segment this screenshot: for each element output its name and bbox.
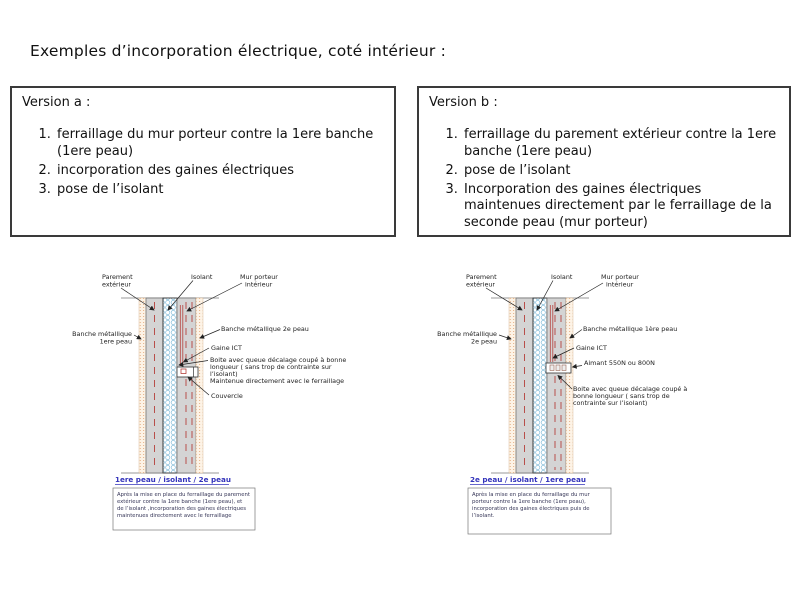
- label-banche-1ere-peau: 1ere peau: [99, 337, 132, 346]
- footer-title: 2e peau / isolant / 1ere peau: [470, 475, 586, 484]
- footer-caption-line: de l’isolant ,incorporation des gaines électriques: [117, 506, 247, 512]
- footer-caption-line: porteur contre la 1ere banche (1ere peau),: [472, 499, 586, 505]
- mur-porteur-layer: [177, 298, 196, 473]
- version-b-heading: Version b :: [429, 95, 498, 110]
- banche-1ere-peau-layer: [566, 298, 573, 473]
- version-a-list: [22, 127, 384, 199]
- label-boite: bonne longueur ( sans trop de: [573, 392, 670, 400]
- label-parement-exterieur: Parement: [466, 273, 497, 281]
- footer-title: 1ere peau / isolant / 2e peau: [115, 475, 231, 484]
- label-boite: contrainte sur l’isolant): [573, 399, 648, 407]
- label-parement-exterieur: extérieur: [466, 280, 496, 289]
- diagram-version-a: [55, 255, 385, 545]
- label-banche-1ere-peau: Banche métallique 1ère peau: [583, 325, 678, 333]
- electrical-box: [177, 367, 198, 377]
- footer-caption-line: l’isolant.: [472, 513, 495, 519]
- wall-section: [139, 298, 203, 473]
- list-item: [462, 127, 779, 161]
- list-item: [462, 163, 779, 180]
- version-a-heading: Version a :: [22, 95, 91, 110]
- magnet-mark: [556, 365, 560, 371]
- version-b-list: [429, 127, 779, 232]
- label-isolant: Isolant: [191, 273, 213, 281]
- magnet-mark: [562, 365, 566, 371]
- label-mur-porteur: intérieur: [245, 280, 273, 289]
- label-couvercle: Couvercle: [211, 392, 243, 400]
- diagram-version-b: [425, 255, 755, 545]
- version-a-panel: [10, 86, 396, 237]
- banche-2e-peau-layer: [509, 298, 516, 473]
- list-item: [55, 127, 384, 161]
- list-item-text: pose de l’isolant: [57, 181, 164, 197]
- label-mur-porteur: Mur porteur: [601, 273, 639, 281]
- label-parement-exterieur: Parement: [102, 273, 133, 281]
- isolant-layer: [163, 298, 177, 473]
- magnet-mark: [550, 365, 554, 371]
- list-item: [55, 163, 384, 180]
- label-banche-2e-peau: 2e peau: [471, 337, 497, 346]
- isolant-layer: [533, 298, 547, 473]
- label-gaine-ict: Gaine ICT: [576, 344, 607, 352]
- list-item-text: ferraillage du mur porteur contre la 1ere banche (1ere peau): [57, 126, 374, 159]
- list-item: [462, 182, 779, 233]
- list-item-text: incorporation des gaines électriques: [57, 162, 295, 178]
- page-title: Exemples d’incorporation électrique, coté intérieur :: [30, 42, 447, 60]
- footer-caption-line: incorporation des gaines électriques puis de: [472, 506, 590, 512]
- mur-porteur-layer: [547, 298, 566, 473]
- label-banche-2e-peau: Banche métallique: [437, 330, 497, 338]
- list-item-text: ferraillage du parement extérieur contre la 1ere banche (1ere peau): [464, 126, 777, 159]
- label-mur-porteur: Mur porteur: [240, 273, 278, 281]
- version-b-panel: [417, 86, 791, 237]
- label-banche-1ere-peau: Banche métallique: [72, 330, 132, 338]
- footer-caption-line: Après la mise en place du ferraillage du mur: [472, 492, 590, 498]
- label-parement-exterieur: extérieur: [102, 280, 132, 289]
- wall-section: [509, 298, 573, 473]
- label-isolant: Isolant: [551, 273, 573, 281]
- label-banche-2e-peau: Banche métallique 2e peau: [221, 325, 309, 333]
- label-boite: Boite avec queue décalage coupé à bonne: [210, 356, 347, 364]
- label-mur-porteur: intérieur: [606, 280, 634, 289]
- footer-caption-line: maintenues directement avec le ferraillage: [117, 513, 232, 519]
- banche-2e-peau-layer: [196, 298, 203, 473]
- label-boite: longueur ( sans trop de contrainte sur: [210, 363, 332, 371]
- list-item-text: pose de l’isolant: [464, 162, 571, 178]
- list-item: [55, 182, 384, 199]
- footer-caption-line: extérieur contre la 1ere banche (1ere peau), et: [117, 499, 243, 505]
- footer-caption-line: Après la mise en place du ferraillage du parement: [117, 492, 250, 498]
- label-boite: Boite avec queue décalage coupé à: [573, 385, 688, 393]
- label-boite: Maintenue directement avec le ferraillage: [210, 377, 345, 385]
- label-aimant: Aimant 550N ou 800N: [584, 359, 655, 367]
- banche-1ere-peau-layer: [139, 298, 146, 473]
- label-boite: l’isolant): [210, 370, 238, 378]
- label-gaine-ict: Gaine ICT: [211, 344, 242, 352]
- list-item-text: Incorporation des gaines électriques maintenues directement par le ferraillage de la seconde peau (mur porteur): [464, 181, 772, 231]
